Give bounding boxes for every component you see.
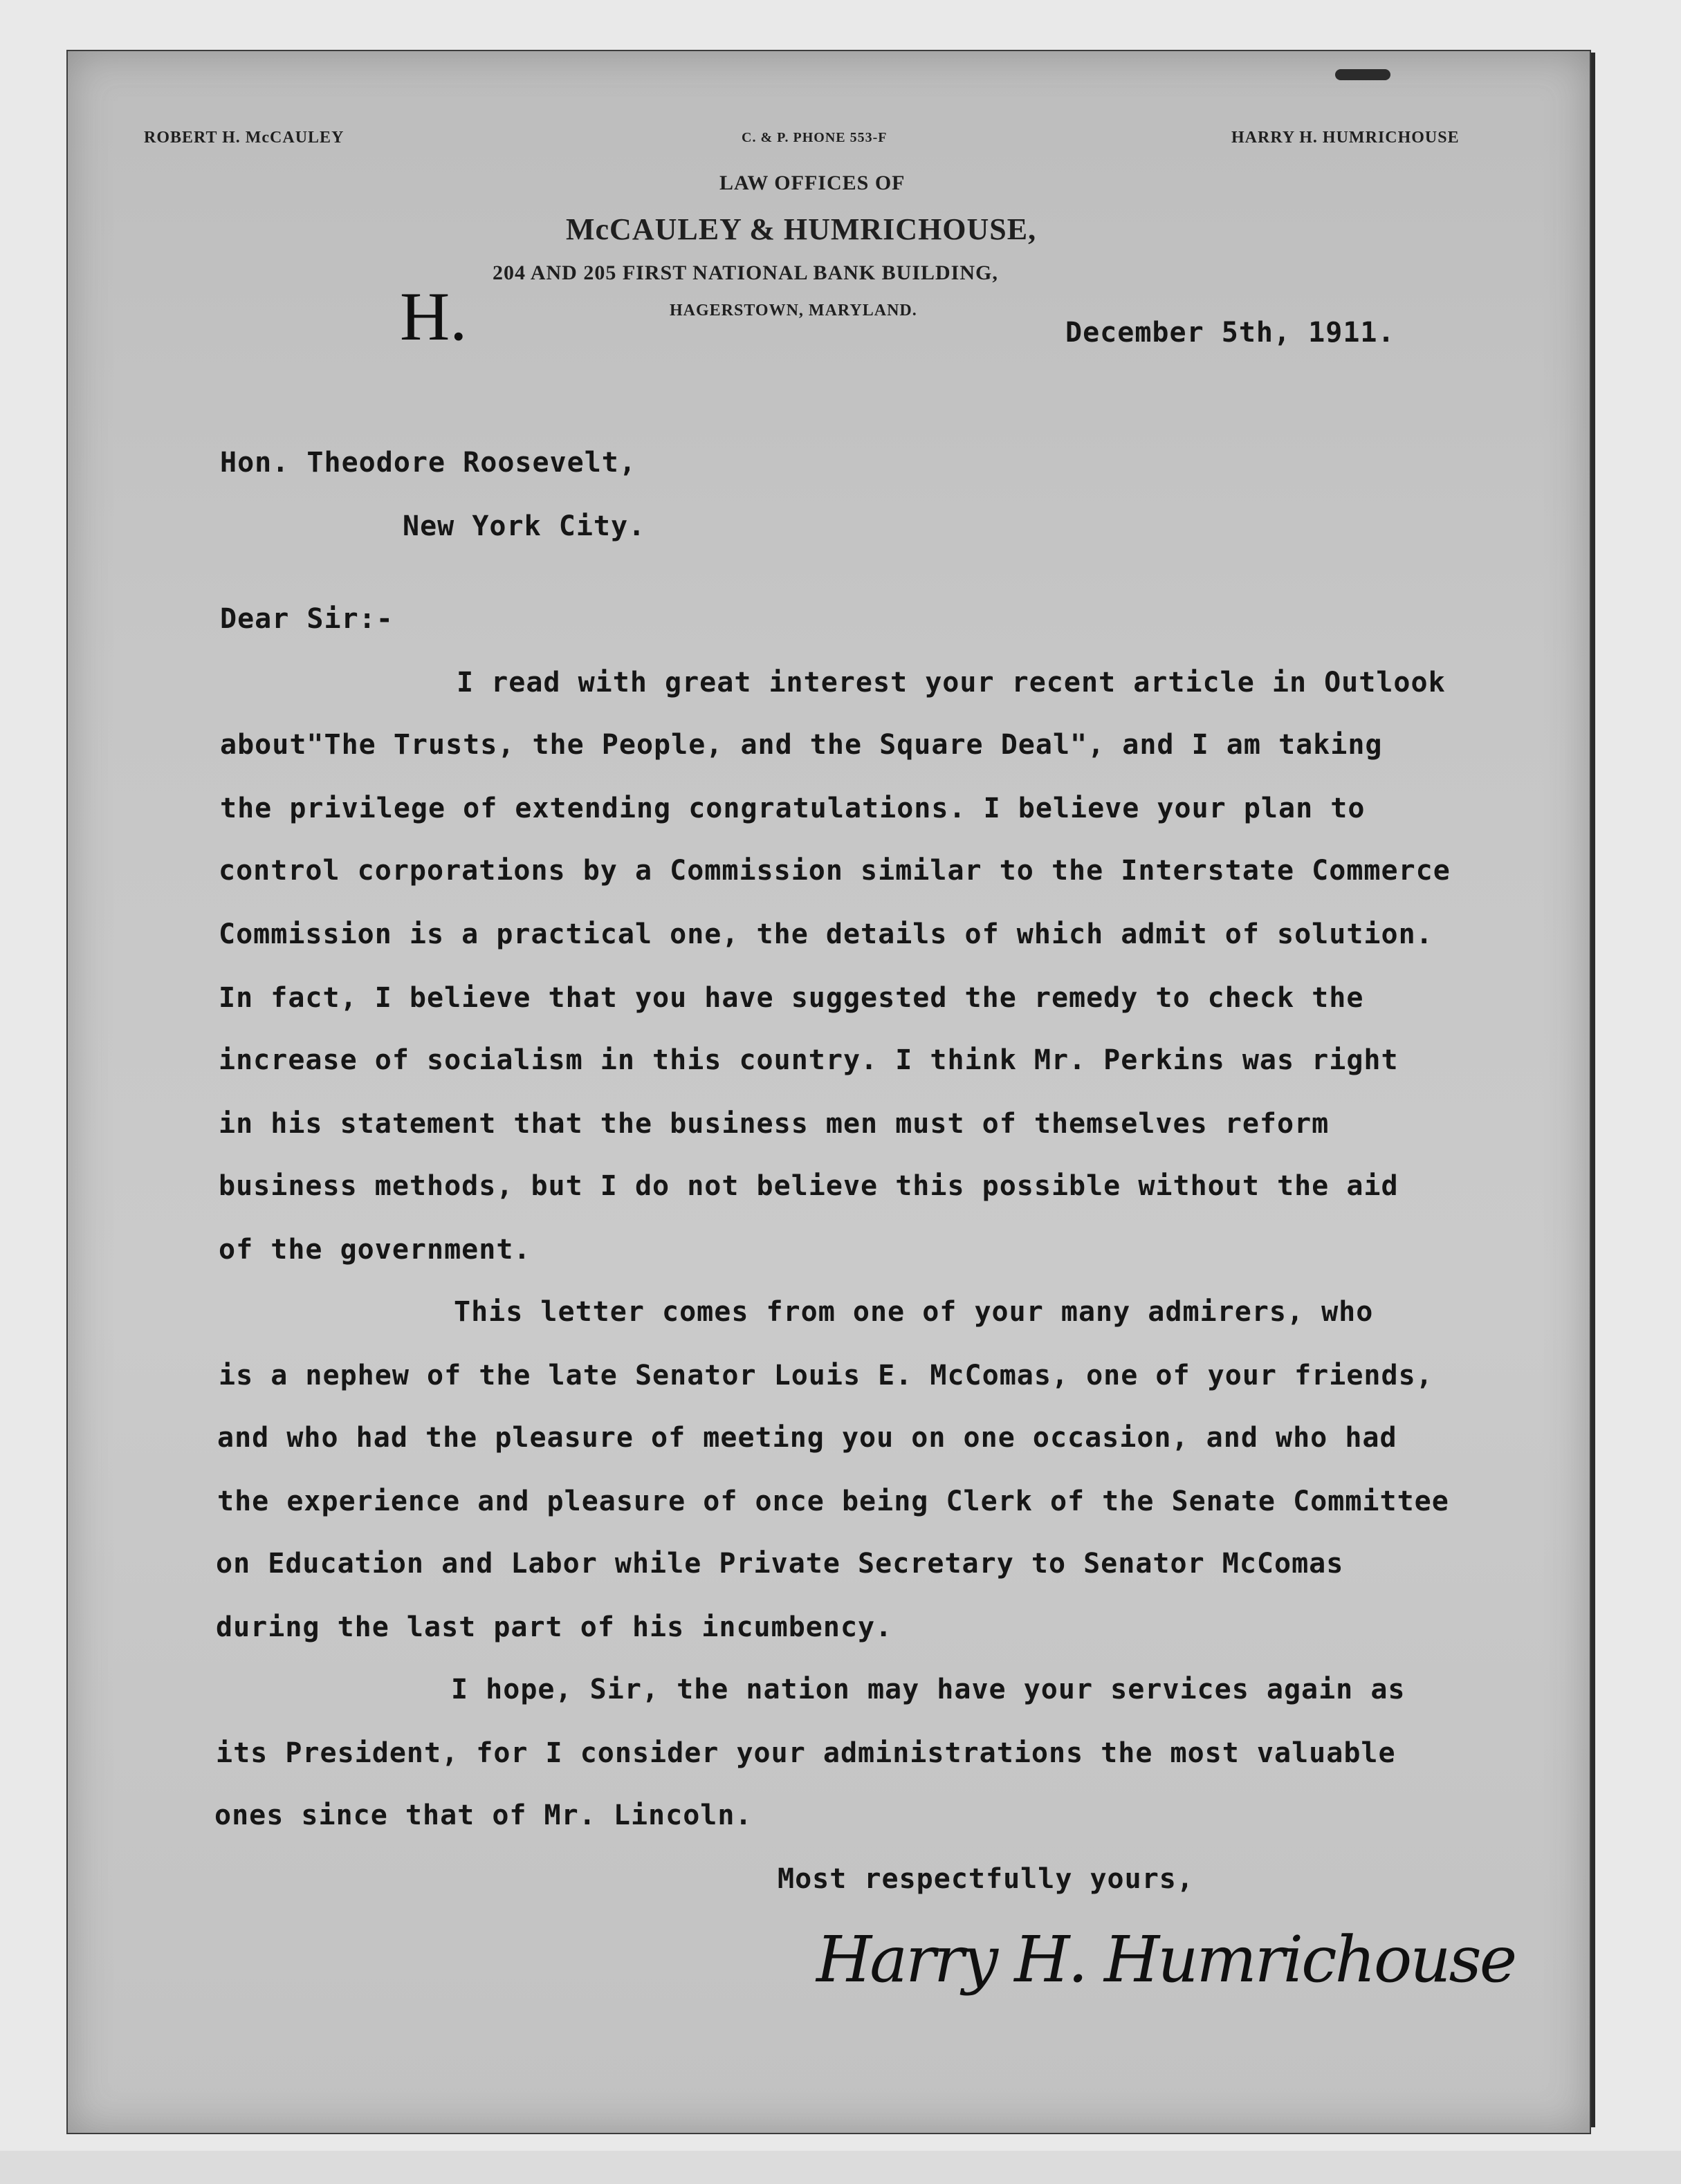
letterhead-phone: C. & P. PHONE 553-F (742, 130, 888, 145)
scan-border (0, 2151, 1681, 2184)
letter-date: December 5th, 1911. (1065, 317, 1395, 349)
body-line: and who had the pleasure of meeting you on one occasion, and who had (217, 1422, 1397, 1454)
body-line: the experience and pleasure of once being Clerk of the Senate Committee (217, 1486, 1449, 1517)
recipient-city: New York City. (403, 510, 646, 542)
body-line: on Education and Labor while Private Secretary to Senator McComas (216, 1548, 1344, 1580)
page-edge-shadow (1591, 53, 1595, 2127)
letterhead-firm: McCAULEY & HUMRICHOUSE, (566, 212, 1037, 246)
letterhead-address: 204 AND 205 FIRST NATIONAL BANK BUILDING, (493, 261, 998, 284)
body-line: in his statement that the business men must of themselves reform (219, 1108, 1330, 1140)
letterhead-left-partner: ROBERT H. McCAULEY (144, 129, 345, 147)
body-line: I read with great interest your recent article in Outlook (457, 667, 1446, 698)
body-line: control corporations by a Commission similar to the Interstate Commerce (219, 855, 1451, 887)
body-line: Commission is a practical one, the details of which admit of solution. (219, 918, 1433, 950)
body-line: business methods, but I do not believe this possible without the aid (219, 1170, 1399, 1202)
letterhead-city: HAGERSTOWN, MARYLAND. (670, 302, 917, 320)
letterhead-line1: LAW OFFICES OF (719, 172, 906, 194)
body-line: its President, for I consider your administrations the most valuable (216, 1737, 1396, 1769)
body-line: during the last part of his incumbency. (216, 1611, 893, 1643)
body-line: of the government. (219, 1234, 531, 1266)
ink-smudge (1335, 69, 1390, 80)
body-line: In fact, I believe that you have suggested the remedy to check the (219, 982, 1364, 1014)
body-line: about"The Trusts, the People, and the Square Deal", and I am taking (220, 729, 1383, 761)
recipient-name: Hon. Theodore Roosevelt, (220, 447, 636, 479)
handwritten-annotation: H. (400, 278, 468, 355)
signature: Harry H. Humrichouse (816, 1923, 1516, 1997)
body-line: is a nephew of the late Senator Louis E. McComas, one of your friends, (219, 1360, 1433, 1391)
body-line: the privilege of extending congratulations. I believe your plan to (220, 793, 1366, 824)
body-line: increase of socialism in this country. I think Mr. Perkins was right (219, 1044, 1399, 1076)
body-line: ones since that of Mr. Lincoln. (214, 1799, 753, 1831)
salutation: Dear Sir:- (220, 603, 394, 635)
closing: Most respectfully yours, (778, 1863, 1194, 1895)
body-line: I hope, Sir, the nation may have your services again as (451, 1674, 1406, 1705)
body-line: This letter comes from one of your many admirers, who (454, 1296, 1374, 1328)
letterhead-right-partner: HARRY H. HUMRICHOUSE (1231, 129, 1460, 147)
